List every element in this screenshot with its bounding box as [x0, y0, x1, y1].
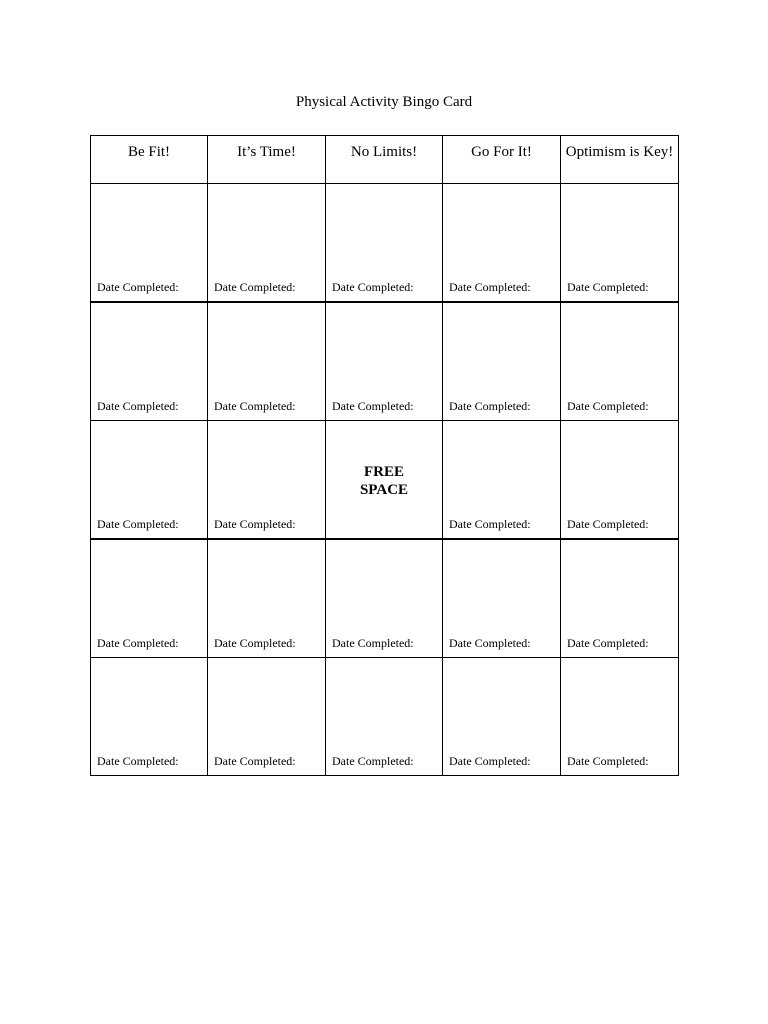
date-completed-label: Date Completed:: [214, 399, 296, 413]
bingo-cell[interactable]: [561, 302, 679, 421]
free-space-cell: [326, 421, 443, 540]
bingo-cell[interactable]: [208, 184, 326, 303]
bingo-cell[interactable]: [326, 184, 443, 303]
date-completed-label: Date Completed:: [332, 280, 414, 294]
date-completed-label: Date Completed:: [449, 636, 531, 650]
bingo-row-5: [91, 658, 679, 776]
bingo-cell[interactable]: [326, 658, 443, 776]
date-completed-label: Date Completed:: [449, 517, 531, 531]
date-completed-label: Date Completed:: [567, 517, 649, 531]
bingo-cell[interactable]: [208, 539, 326, 658]
header-optimism-is-key: Optimism is Key!: [561, 136, 679, 184]
bingo-cell[interactable]: [91, 658, 208, 776]
bingo-cell[interactable]: [208, 302, 326, 421]
date-completed-label: Date Completed:: [214, 517, 296, 531]
bingo-cell[interactable]: [561, 421, 679, 540]
header-go-for-it: Go For It!: [443, 136, 561, 184]
bingo-row-3: [91, 421, 679, 540]
free-space-label: [326, 463, 442, 499]
date-completed-label: Date Completed:: [97, 399, 179, 413]
bingo-cell[interactable]: [561, 539, 679, 658]
bingo-row-4: [91, 539, 679, 658]
date-completed-label: Date Completed:: [332, 399, 414, 413]
page-title: Physical Activity Bingo Card: [295, 94, 473, 110]
date-completed-label: Date Completed:: [567, 754, 649, 768]
date-completed-label: Date Completed:: [332, 636, 414, 650]
bingo-card-table: [90, 135, 679, 776]
date-completed-label: Date Completed:: [214, 754, 296, 768]
bingo-cell[interactable]: [443, 302, 561, 421]
header-its-time: It’s Time!: [208, 136, 326, 184]
bingo-cell[interactable]: [443, 539, 561, 658]
bingo-cell[interactable]: [208, 421, 326, 540]
bingo-cell[interactable]: [91, 539, 208, 658]
date-completed-label: Date Completed:: [567, 636, 649, 650]
bingo-cell[interactable]: [91, 302, 208, 421]
date-completed-label: Date Completed:: [97, 636, 179, 650]
header-no-limits: No Limits!: [326, 136, 443, 184]
bingo-row-1: [91, 184, 679, 303]
bingo-cell[interactable]: [208, 658, 326, 776]
bingo-cell[interactable]: [443, 184, 561, 303]
date-completed-label: Date Completed:: [449, 754, 531, 768]
header-row: [91, 136, 679, 184]
date-completed-label: Date Completed:: [449, 399, 531, 413]
date-completed-label: Date Completed:: [214, 636, 296, 650]
free-space-line-2: SPACE: [359, 482, 409, 498]
date-completed-label: Date Completed:: [97, 280, 179, 294]
bingo-row-2: [91, 302, 679, 421]
date-completed-label: Date Completed:: [97, 754, 179, 768]
bingo-cell[interactable]: [561, 658, 679, 776]
free-space-line-1: FREE: [363, 464, 404, 480]
bingo-cell[interactable]: [326, 302, 443, 421]
bingo-cell[interactable]: [443, 421, 561, 540]
header-be-fit: Be Fit!: [91, 136, 208, 184]
date-completed-label: Date Completed:: [567, 399, 649, 413]
bingo-cell[interactable]: [91, 184, 208, 303]
bingo-cell[interactable]: [91, 421, 208, 540]
date-completed-label: Date Completed:: [214, 280, 296, 294]
date-completed-label: Date Completed:: [449, 280, 531, 294]
bingo-cell[interactable]: [443, 658, 561, 776]
date-completed-label: Date Completed:: [97, 517, 179, 531]
bingo-cell[interactable]: [561, 184, 679, 303]
date-completed-label: Date Completed:: [567, 280, 649, 294]
date-completed-label: Date Completed:: [332, 754, 414, 768]
bingo-cell[interactable]: [326, 539, 443, 658]
